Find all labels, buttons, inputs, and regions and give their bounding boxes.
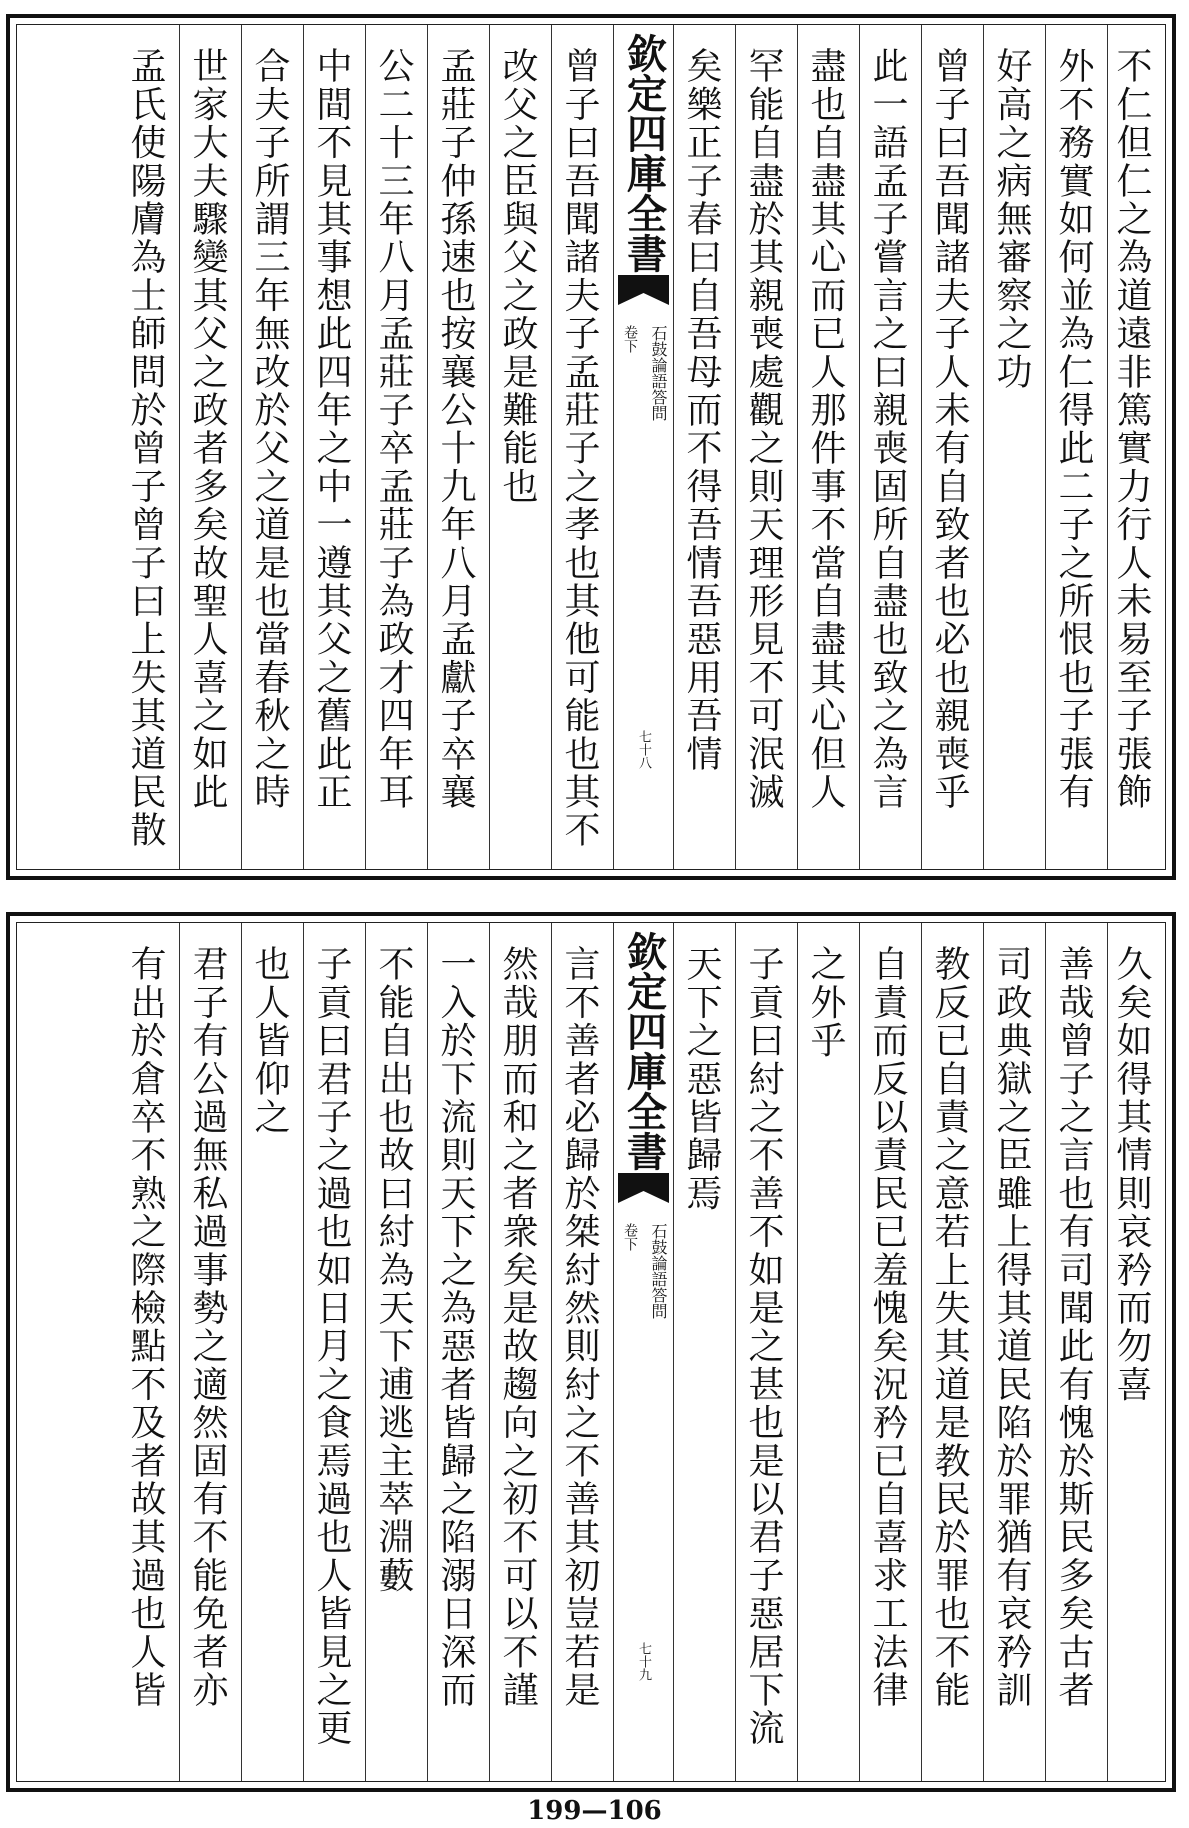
text-column (797, 923, 859, 1781)
text-column (365, 25, 427, 869)
text-column (1107, 25, 1165, 869)
column-text: 一入於下流則天下之為惡者皆歸之陷溺日深而 (435, 945, 476, 1709)
bottom-page-columns (16, 922, 1166, 1782)
text-column (735, 25, 797, 869)
column-text: 孟氏使陽膚為士師問於曾子曾子曰上失其道民散 (125, 47, 166, 850)
text-column (489, 25, 551, 869)
column-text: 自責而反以責民已羞愧矣況矜已自喜求工法律 (867, 945, 908, 1709)
text-column (303, 923, 365, 1781)
column-text: 罕能自盡於其親喪處觀之則天理形見不可泯滅 (743, 47, 784, 811)
banner-title: 欽定四庫全書 (620, 931, 668, 1171)
column-text: 此一語孟子嘗言之曰親喪固所自盡也致之為言 (867, 47, 908, 811)
banner-page-number: 七十八 (636, 730, 651, 769)
banner-book-title: 石鼓論語答問 (649, 325, 668, 421)
text-column (983, 923, 1045, 1781)
column-text: 教反已自責之意若上失其道是教民於罪也不能 (929, 945, 970, 1709)
column-text: 然哉朋而和之者衆矣是故趨向之初不可以不謹 (497, 945, 538, 1709)
column-text: 外不務實如何並為仁得此二子之所恨也子張有 (1053, 47, 1094, 811)
text-column (551, 923, 613, 1781)
page-banner (613, 923, 673, 1781)
column-text: 孟莊子仲孫速也按襄公十九年八月孟獻子卒襄 (435, 47, 476, 811)
page-banner (613, 25, 673, 869)
text-column (489, 923, 551, 1781)
text-column (1107, 923, 1165, 1781)
column-text: 改父之臣與父之政是難能也 (497, 47, 538, 506)
column-text: 久矣如得其情則哀矜而勿喜 (1111, 945, 1152, 1404)
text-column (241, 923, 303, 1781)
text-column (921, 25, 983, 869)
fish-tail-mark (618, 275, 669, 305)
bottom-page (6, 912, 1176, 1792)
column-text: 合夫子所謂三年無改於父之道是也當春秋之時 (249, 47, 290, 811)
column-text: 子貢曰紂之不善不如是之甚也是以君子惡居下流 (743, 945, 784, 1748)
text-column (797, 25, 859, 869)
column-text: 曾子曰吾聞諸夫子孟莊子之孝也其他可能也其不 (559, 47, 600, 850)
column-text: 天下之惡皆歸焉 (681, 945, 722, 1213)
banner-volume: 卷下 (622, 325, 638, 353)
text-column (241, 25, 303, 869)
text-column (735, 923, 797, 1781)
text-column (179, 923, 241, 1781)
text-column (427, 25, 489, 869)
text-column (179, 25, 241, 869)
top-page (6, 14, 1176, 880)
column-text: 不仁但仁之為道遠非篤實力行人未易至子張飾 (1111, 47, 1152, 811)
column-text: 公二十三年八月孟莊子卒孟莊子為政才四年耳 (373, 47, 414, 811)
banner-title: 欽定四庫全書 (620, 33, 668, 273)
text-column (119, 25, 179, 869)
column-text: 也人皆仰之 (249, 945, 290, 1136)
text-column (921, 923, 983, 1781)
text-column (551, 25, 613, 869)
column-text: 善哉曾子之言也有司聞此有愧於斯民多矣古者 (1053, 945, 1094, 1709)
column-text: 世家大夫驟變其父之政者多矣故聖人喜之如此 (187, 47, 228, 811)
text-column (859, 25, 921, 869)
column-text: 君子有公過無私過事勢之適然固有不能免者亦 (187, 945, 228, 1709)
text-column (1045, 25, 1107, 869)
text-column (673, 923, 735, 1781)
column-text: 言不善者必歸於桀紂然則紂之不善其初豈若是 (559, 945, 600, 1709)
column-text: 子貢曰君子之過也如日月之食焉過也人皆見之更 (311, 945, 352, 1748)
banner-book-title: 石鼓論語答問 (649, 1223, 668, 1319)
column-text: 司政典獄之臣雖上得其道民陷於罪猶有哀矜訓 (991, 945, 1032, 1709)
banner-volume: 卷下 (622, 1223, 638, 1251)
top-page-columns (16, 24, 1166, 870)
fish-tail-mark (618, 1173, 669, 1203)
column-text: 曾子曰吾聞諸夫子人未有自致者也必也親喪乎 (929, 47, 970, 811)
column-text: 不能自出也故曰紂為天下逋逃主萃淵藪 (373, 945, 414, 1595)
text-column (119, 923, 179, 1781)
page-code: 199—106 (527, 1796, 662, 1826)
text-column (859, 923, 921, 1781)
column-text: 之外乎 (805, 945, 846, 1060)
column-text: 好高之病無審察之功 (991, 47, 1032, 391)
text-column (983, 25, 1045, 869)
column-text: 矣樂正子春曰自吾母而不得吾情吾惡用吾情 (681, 47, 722, 773)
text-column (303, 25, 365, 869)
text-column (365, 923, 427, 1781)
text-column (1045, 923, 1107, 1781)
text-column (427, 923, 489, 1781)
text-column (673, 25, 735, 869)
column-text: 盡也自盡其心而已人那件事不當自盡其心但人 (805, 47, 846, 811)
column-text: 有出於倉卒不熟之際檢點不及者故其過也人皆 (125, 945, 166, 1709)
banner-page-number: 七十九 (636, 1642, 651, 1681)
column-text: 中間不見其事想此四年之中一遵其父之舊此正 (311, 47, 352, 811)
